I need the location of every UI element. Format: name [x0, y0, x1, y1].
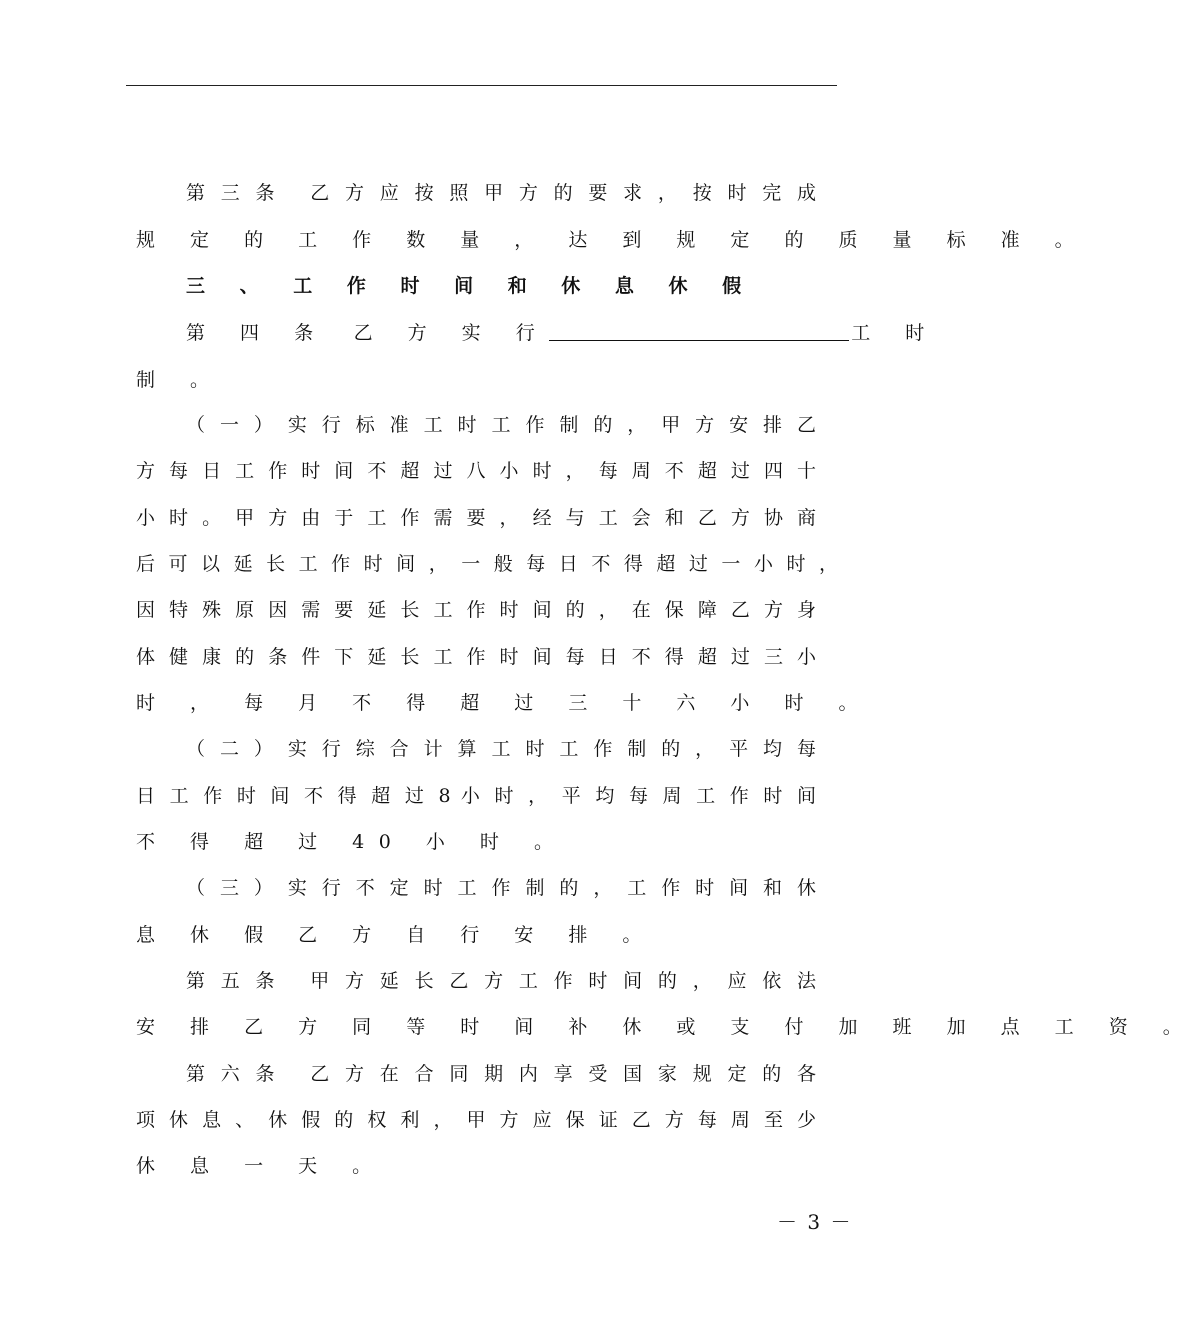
article-label: 第 三 条	[186, 182, 280, 204]
item-1-line-7: 时 ， 每 月 不 得 超 过 三 十 六 小 时 。	[136, 692, 873, 714]
article-label: 第 六 条	[186, 1063, 280, 1085]
article-text: 乙 方 实 行	[353, 322, 550, 344]
item-3-line-1: （ 三 ） 实 行 不 定 时 工 作 制 的 ， 工 作 时 间 和 休	[186, 877, 816, 899]
article-text: 甲 方 延 长 乙 方 工 作 时 间 的 ， 应 依 法	[305, 970, 816, 992]
item-1-line-3: 小 时 。 甲 方 由 于 工 作 需 要 ， 经 与 工 会 和 乙 方 协 商	[136, 507, 816, 529]
article-text-tail: 工 时	[851, 322, 939, 344]
item-1-line-4: 后 可 以 延 长 工 作 时 间 ， 一 般 每 日 不 得 超 过 一 小 时 ，	[136, 553, 838, 575]
item-1-line-1: （ 一 ） 实 行 标 准 工 时 工 作 制 的 ， 甲 方 安 排 乙	[186, 414, 816, 436]
item-1-line-5: 因 特 殊 原 因 需 要 延 长 工 作 时 间 的 ， 在 保 障 乙 方 身	[136, 599, 816, 621]
article-text: 乙 方 应 按 照 甲 方 的 要 求 ， 按 时 完 成	[305, 182, 816, 204]
article-6-line-1	[186, 1062, 816, 1086]
item-2-line-2: 日 工 作 时 间 不 得 超 过 8 小 时 ， 平 均 每 周 工 作 时 间	[136, 785, 816, 807]
article-3-line-1	[186, 181, 816, 205]
article-label: 第 四 条	[186, 322, 328, 344]
article-text: 乙 方 在 合 同 期 内 享 受 国 家 规 定 的 各	[305, 1063, 816, 1085]
item-1-line-6: 体 健 康 的 条 件 下 延 长 工 作 时 间 每 日 不 得 超 过 三 小	[136, 646, 816, 668]
article-5-line-2: 安 排 乙 方 同 等 时 间 补 休 或 支 付 加 班 加 点 工 资 。	[136, 1016, 1196, 1038]
item-1-line-2: 方 每 日 工 作 时 间 不 超 过 八 小 时 ， 每 周 不 超 过 四 十	[136, 460, 816, 482]
header-rule	[126, 85, 837, 86]
page-number: － 3 －	[777, 1210, 853, 1234]
article-3-line-2: 规 定 的 工 作 数 量 ， 达 到 规 定 的 质 量 标 准 。	[136, 229, 1089, 251]
fill-in-blank	[549, 322, 849, 341]
article-6-line-2: 项 休 息 、 休 假 的 权 利 ， 甲 方 应 保 证 乙 方 每 周 至 少	[136, 1109, 816, 1131]
item-2-line-3: 不 得 超 过 40 小 时 。	[136, 831, 568, 853]
article-4-line-2: 制 。	[136, 369, 224, 391]
article-label: 第 五 条	[186, 970, 280, 992]
article-4-line-1	[186, 321, 939, 345]
item-3-line-2: 息 休 假 乙 方 自 行 安 排 。	[136, 924, 656, 946]
item-2-line-1: （ 二 ） 实 行 综 合 计 算 工 时 工 作 制 的 ， 平 均 每	[186, 738, 816, 760]
section-heading: 三 、 工 作 时 间 和 休 息 休 假	[186, 275, 756, 297]
article-6-line-3: 休 息 一 天 。	[136, 1155, 386, 1177]
article-5-line-1	[186, 969, 816, 993]
